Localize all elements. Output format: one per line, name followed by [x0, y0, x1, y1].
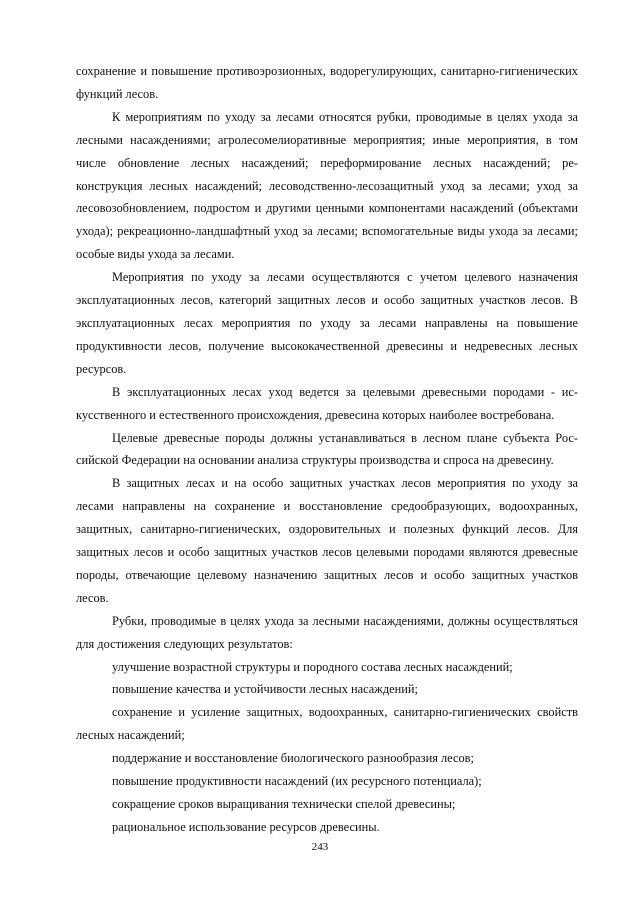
- list-item-4: поддержание и восстановление биологического разнообразия лесов;: [112, 751, 474, 766]
- paragraph-3: Мероприятия по уходу за лесами осуществляются с учетом целевого назначения эксплуатационных лесов, категорий защитных лесов и особо защитных участков лесов. В эксплуатационных лесах мероприятия по уходу за лесами направлены на повышение продуктивности лесов, получение высококачественной древесины и недревесных лесных ресурсов.: [76, 270, 578, 376]
- document-body: [76, 60, 578, 839]
- list-item-2: повышение качества и устойчивости лесных насаждений;: [112, 682, 418, 697]
- paragraph-4: В эксплуатационных лесах уход ведется за целевыми древесными породами - искусственного и естественного происхождения, древесина которых наиболее востребована.: [76, 384, 578, 422]
- paragraph-7: Рубки, проводимые в целях ухода за лесными насаждениями, должны осуществляться для достижения следующих результатов:: [76, 613, 578, 651]
- paragraph-2: К мероприятиям по уходу за лесами относятся рубки, проводимые в целях ухода за лесными насаждениями; агролесомелиоративные мероприятия; иные мероприятия, в том числе обновление лесных насаждений; переформирование лесных насаждений; реконструкция лесных насаждений; лесоводственно-лесозащитный уход за лесами; уход за лесовозобновлением, подростом и другими ценными компонентами насаждений (объектами ухода); рекреационно-ландшафтный уход за лесами; вспомогательные виды ухода за лесами; особые виды ухода за лесами.: [76, 109, 578, 262]
- paragraph-1: сохранение и повышение противоэрозионных, водорегулирующих, санитарно-гигиенических функций лесов.: [76, 64, 578, 101]
- list-item-3: сохранение и усиление защитных, водоохранных, санитарно-гигиенических свойств лесных насаждений;: [76, 705, 578, 743]
- list-item-1: улучшение возрастной структуры и породного состава лесных насаждений;: [112, 659, 513, 674]
- paragraph-6: В защитных лесах и на особо защитных участках лесов мероприятия по уходу за лесами направлены на сохранение и восстановление средообразующих, водоохранных, защитных, санитарно-гигиенических, оздоровительных и полезных функций лесов. Для защитных лесов и особо защитных участков лесов целевыми породами являются древесные породы, отвечающие целевому назначению защитных лесов и особо защитных участков лесов.: [76, 476, 578, 605]
- page-number: 243: [311, 841, 329, 853]
- list-item-5: повышение продуктивности насаждений (их ресурсного потенциала);: [112, 774, 482, 789]
- list-item-6: сокращение сроков выращивания технически спелой древесины;: [112, 797, 456, 811]
- paragraph-5: Целевые древесные породы должны устанавливаться в лесном плане субъекта Российской Федерации на основании анализа структуры производства и спроса на древесину.: [76, 430, 578, 468]
- list-item-7: рациональное использование ресурсов древесины.: [112, 819, 380, 834]
